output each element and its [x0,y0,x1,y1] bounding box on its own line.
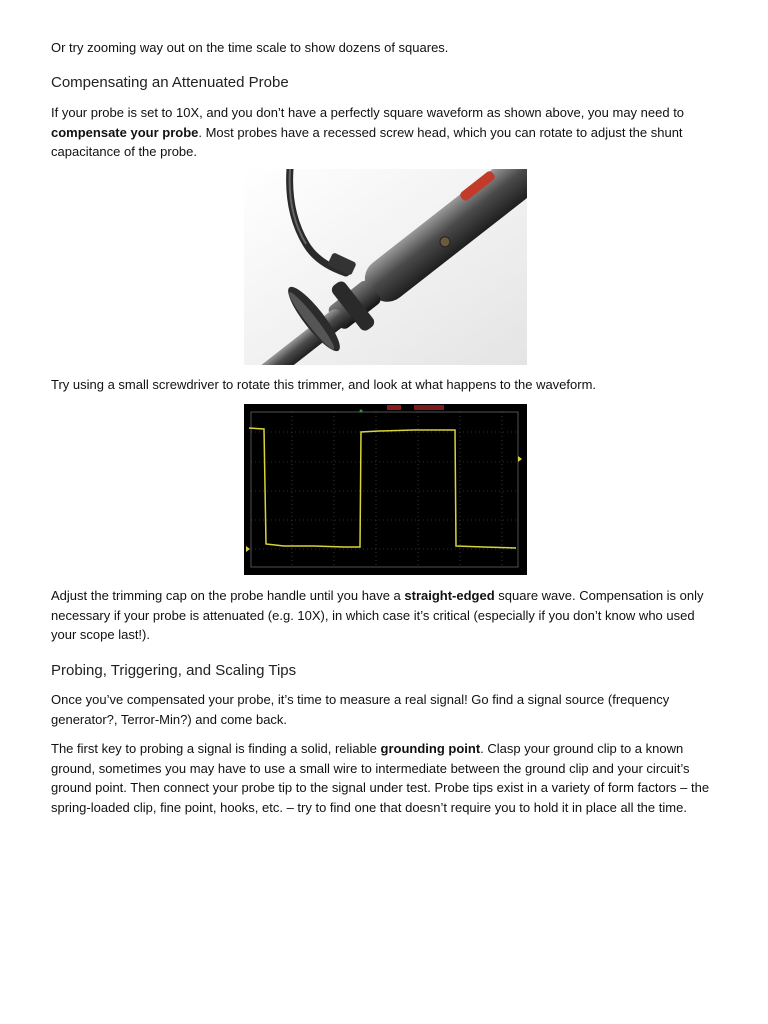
paragraph-screwdriver: Try using a small screwdriver to rotate this trimmer, and look at what happens to the waveform. [51,377,597,392]
text-span: If your probe is set to 10X, and you don’t have a perfectly square waveform as shown above, you may need to [51,105,685,120]
text-span: The first key to probing a signal is finding a solid, reliable [51,741,381,756]
text-span: Adjust the trimming cap on the probe handle until you have a [51,588,405,603]
heading-probing: Probing, Triggering, and Scaling Tips [51,662,297,679]
text-span: . Most probes have a recessed screw head, which you can rotate to adjust the shunt capacitance of the probe. [51,124,683,159]
probe-photo [244,169,527,365]
heading-compensating: Compensating an Attenuated Probe [51,74,289,91]
bold-text-grounding-point: grounding point [380,741,481,756]
paragraph-once: Once you’ve compensated your probe, it’s time to measure a real signal! Go find a signal source (frequency generator?, Terror-Min?) and come back. [51,692,670,727]
paragraph-first-key [51,739,719,817]
scope-screenshot [244,404,527,575]
paragraph-zoom: Or try zooming way out on the time scale to show dozens of squares. [51,40,449,55]
paragraph-adjust [51,586,719,645]
bold-text-compensate: compensate your probe [51,124,199,140]
text-span: square wave. Compensation is only necessary if your probe is attenuated (e.g. 10X), in which case it’s critical (especially if you don’t know who used your scope last!). [51,588,704,642]
text-span: . Clasp your ground clip to a known ground, sometimes you may have to use a small wire to intermediate between the ground clip and your circuit’s ground point. Then connect your probe tip to the signal under test. Probe tips exist in a variety of form factors – the spring-loaded clip, fine point, hooks, etc. – try to find one that doesn’t require you to hold it in place all the time. [51,741,710,815]
bold-text-straight-edged: straight-edged [404,588,495,603]
paragraph-probe-intro [51,103,719,162]
